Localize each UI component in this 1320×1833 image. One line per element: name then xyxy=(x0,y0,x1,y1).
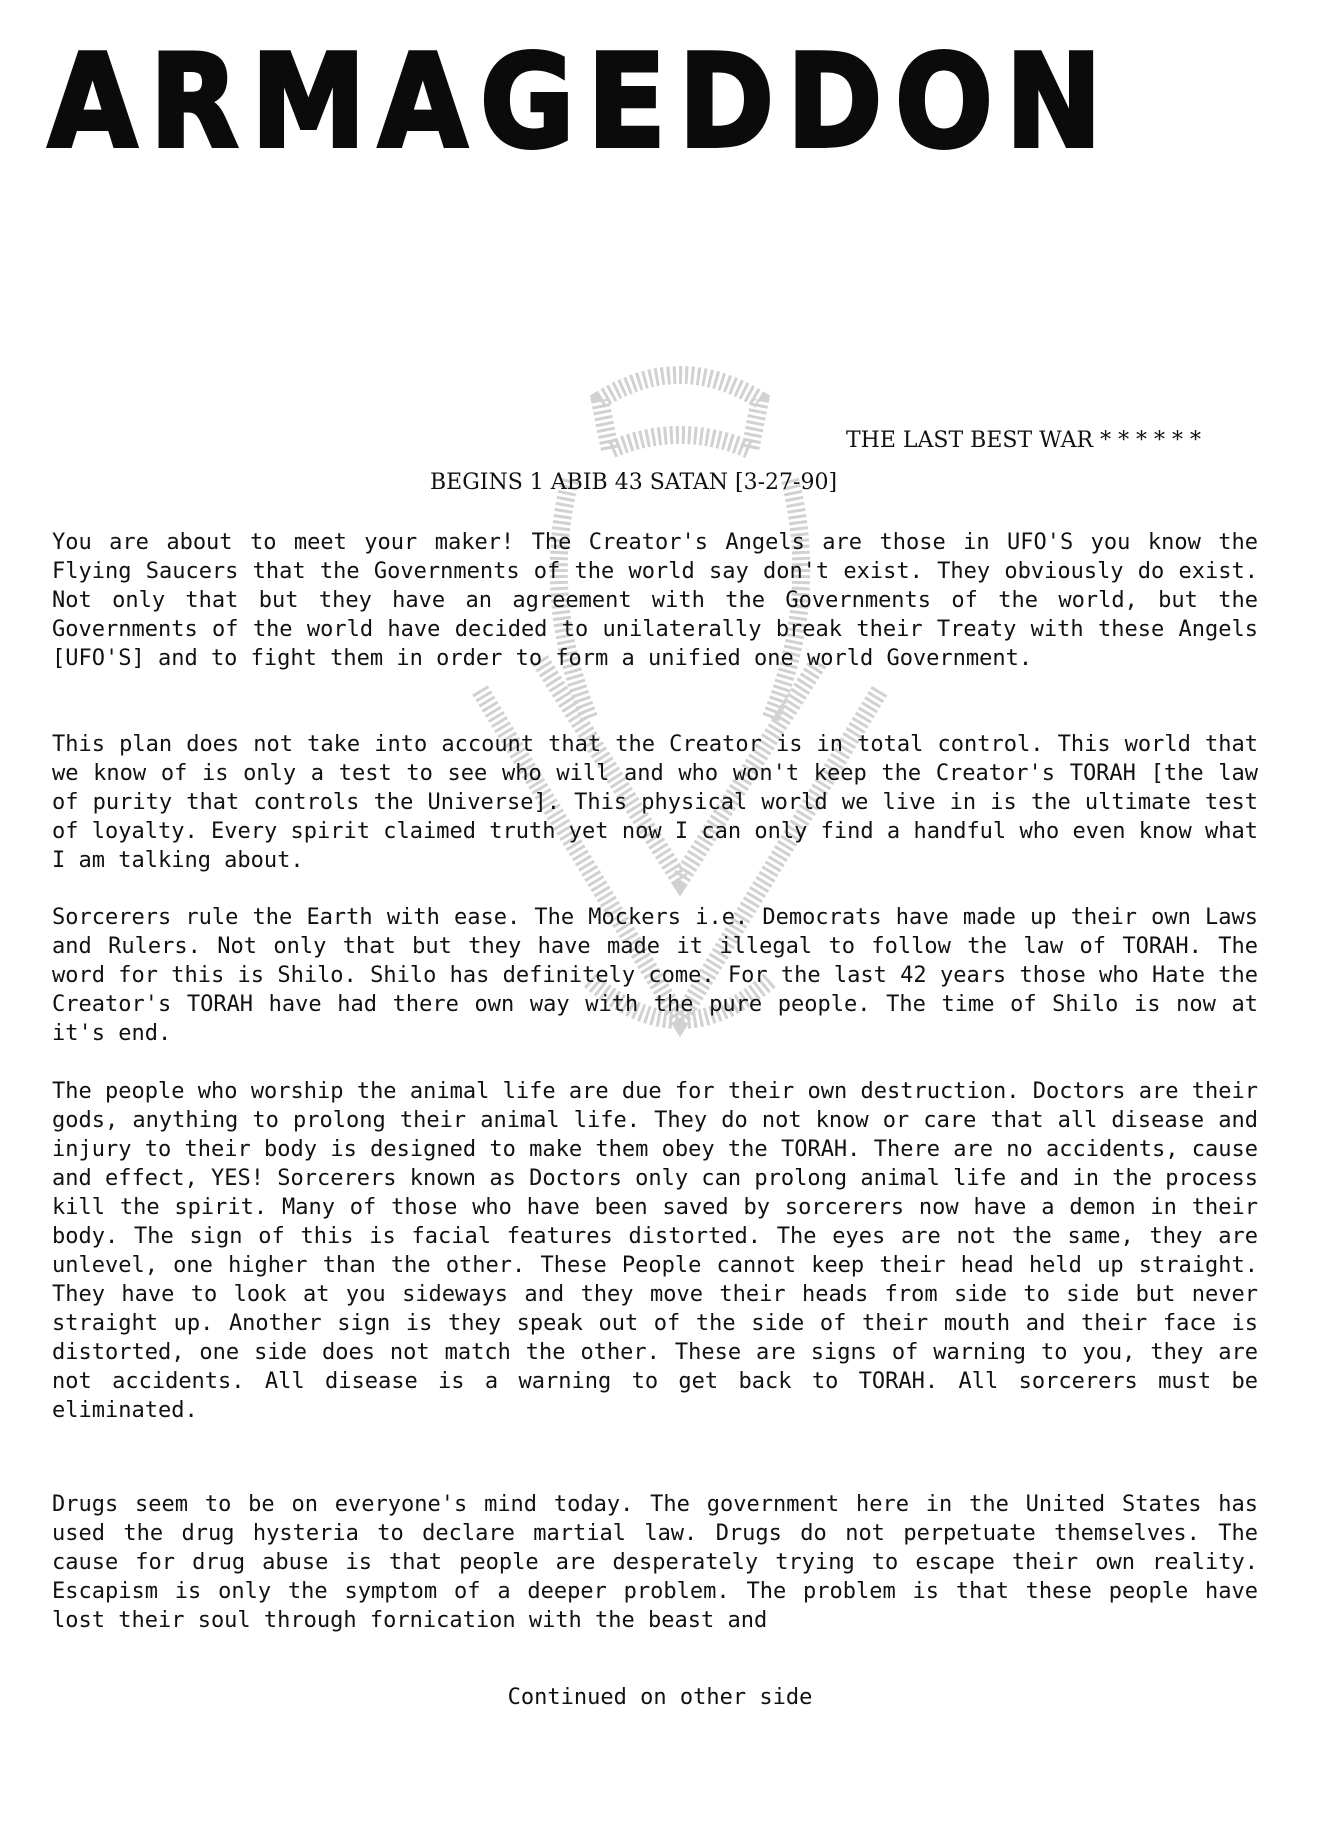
paragraph-2: This plan does not take into account that the Creator is in total control. This world that we know of is only a test to see who will and who won't keep the Creator's TORAH [the law of purity that controls the Universe]. This physical world we live in is the ultimate test of loyalty. Every spirit claimed truth yet now I can only find a handful who even know what I am talking about. xyxy=(52,732,1258,873)
page-title: ARMAGEDDON xyxy=(48,28,1115,177)
paragraph-4: The people who worship the animal life are due for their own destruction. Doctors are their gods, anything to prolong their animal life. They do not know or care that all disease and injury to their body is designed to make them obey the TORAH. There are no accidents, cause and effect, YES! Sorcerers known as Doctors only can prolong animal life and in the process kill the spirit. Many of those who have been saved by sorcerers now have a demon in their body. The sign of this is facial features distorted. The eyes are not the same, they are unlevel, one higher than the other. These People cannot keep their head held up straight. They have to look at you sideways and they move their heads from side to side but never straight up. Another sign is they speak out of the side of their mouth and their face is distorted, one side does not match the other. These are signs of warning to you, they are not accidents. All disease is a warning to get back to TORAH. All sorcerers must be eliminated. xyxy=(52,1079,1258,1423)
paragraph-1: You are about to meet your maker! The Creator's Angels are those in UFO'S you know the Flying Saucers that the Governments of the world say don't exist. They obviously do exist. Not only that but they have an agreement with the Governments of the world, but the Governments of the world have decided to unilaterally break their Treaty with these Angels [UFO'S] and to fight them in order to form a unified one world Government. xyxy=(52,530,1258,671)
subtitle-last-best-war: THE LAST BEST WAR * * * * * * xyxy=(846,428,1202,453)
paragraph-3: Sorcerers rule the Earth with ease. The Mockers i.e. Democrats have made up their own Laws and Rulers. Not only that but they have made it illegal to follow the law of TORAH. The word for this is Shilo. Shilo has definitely come. For the last 42 years those who Hate the Creator's TORAH have had there own way with the pure people. The time of Shilo is now at it's end. xyxy=(52,905,1258,1046)
subtitle-begins-date: BEGINS 1 ABIB 43 SATAN [3-27-90] xyxy=(430,470,838,495)
paragraph-5: Drugs seem to be on everyone's mind today. The government here in the United States has used the drug hysteria to declare martial law. Drugs do not perpetuate themselves. The cause for drug abuse is that people are desperately trying to escape their own reality. Escapism is only the symptom of a deeper problem. The problem is that these people have lost their soul through fornication with the beast and xyxy=(52,1492,1258,1633)
continued-note: Continued on other side xyxy=(507,1685,813,1710)
